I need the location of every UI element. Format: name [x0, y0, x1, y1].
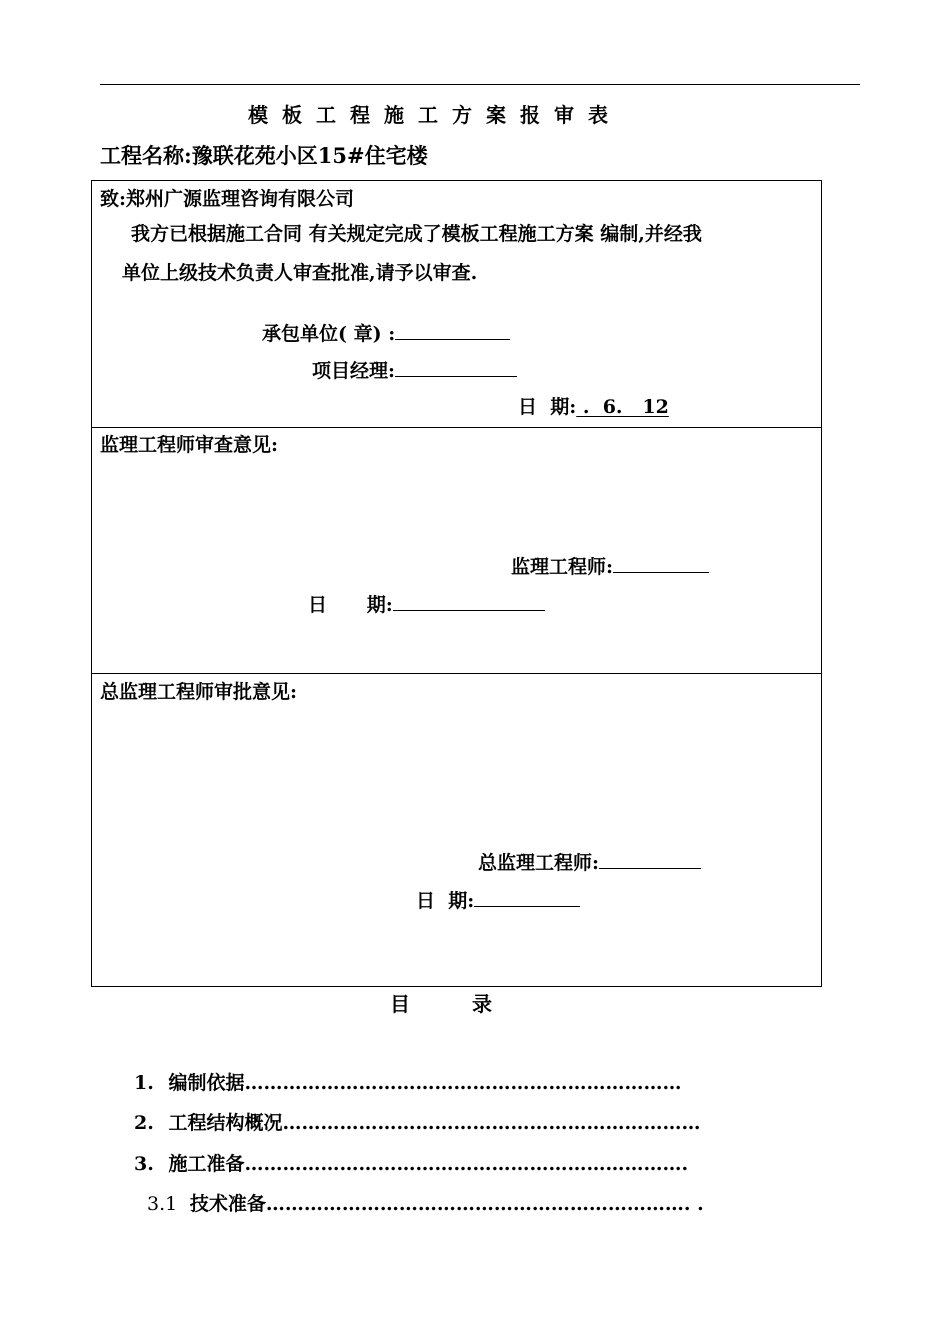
toc-item[interactable] [134, 1068, 681, 1095]
toc-item-leader: ………………………………………………………… [282, 1112, 701, 1134]
toc-item[interactable] [134, 1108, 700, 1135]
toc-item-label: 工程结构概况 [168, 1112, 283, 1134]
toc-item-number: 3.1 [147, 1193, 178, 1215]
submission-date-field [518, 392, 669, 419]
toc-title-left: 目 [390, 992, 410, 1016]
chief-label: 总监理工程师: [478, 852, 600, 874]
toc-item-number: 3. [134, 1153, 154, 1175]
contractor-section [91, 180, 822, 428]
submission-text-line1: 我方已根据施工合同 有关规定完成了模板工程施工方案 编制,并经我 [131, 223, 702, 245]
project-name: 工程名称:豫联花苑小区15#住宅楼 [100, 143, 428, 168]
supervisor-date-line [393, 609, 545, 611]
manager-signature-line [395, 375, 517, 377]
toc-item[interactable] [134, 1149, 688, 1176]
contractor-field [262, 319, 510, 346]
chief-approval-heading: 总监理工程师审批意见: [100, 681, 298, 703]
toc-item-leader: …………………………………………………………… [244, 1072, 682, 1094]
header-rule [100, 84, 860, 85]
toc-item-number: 2. [134, 1112, 154, 1134]
toc-item[interactable] [147, 1189, 704, 1216]
chief-date-field [416, 886, 580, 913]
contractor-label: 承包单位( 章) : [262, 323, 396, 345]
addressee: 致:郑州广源监理咨询有限公司 [100, 188, 355, 210]
supervisor-signature-line [613, 571, 709, 573]
chief-date-label: 日 期: [416, 890, 475, 912]
form-title: 模板工程施工方案报审表 [248, 103, 622, 127]
chief-date-line [474, 905, 580, 907]
submission-date-label: 日 期: [518, 396, 577, 418]
toc-item-label: 施工准备 [168, 1153, 245, 1175]
toc-item-leader: ……………………………………………………………. [244, 1153, 689, 1175]
toc-title [390, 988, 492, 1017]
toc-item-label: 编制依据 [168, 1072, 245, 1094]
contractor-signature-line [395, 338, 510, 340]
supervisor-review-heading: 监理工程师审查意见: [100, 434, 279, 456]
toc-item-number: 1. [134, 1072, 154, 1094]
chief-signature-line [599, 867, 701, 869]
manager-label: 项目经理: [312, 360, 396, 382]
supervisor-label: 监理工程师: [511, 556, 614, 578]
chief-field [478, 848, 701, 875]
supervisor-date-label: 日 期: [308, 594, 393, 616]
toc-title-right: 录 [472, 992, 492, 1016]
supervisor-review-section [91, 426, 822, 674]
submission-text-line2: 单位上级技术负责人审查批准,请予以审查. [122, 262, 478, 284]
supervisor-field [511, 552, 709, 579]
submission-date-value: . 6. 12 [576, 396, 669, 418]
manager-field [312, 356, 517, 383]
supervisor-date-field [308, 590, 545, 617]
toc-item-leader: …………………………………………………………. . [265, 1193, 704, 1215]
toc-item-label: 技术准备 [189, 1193, 266, 1215]
chief-approval-section [91, 673, 822, 987]
